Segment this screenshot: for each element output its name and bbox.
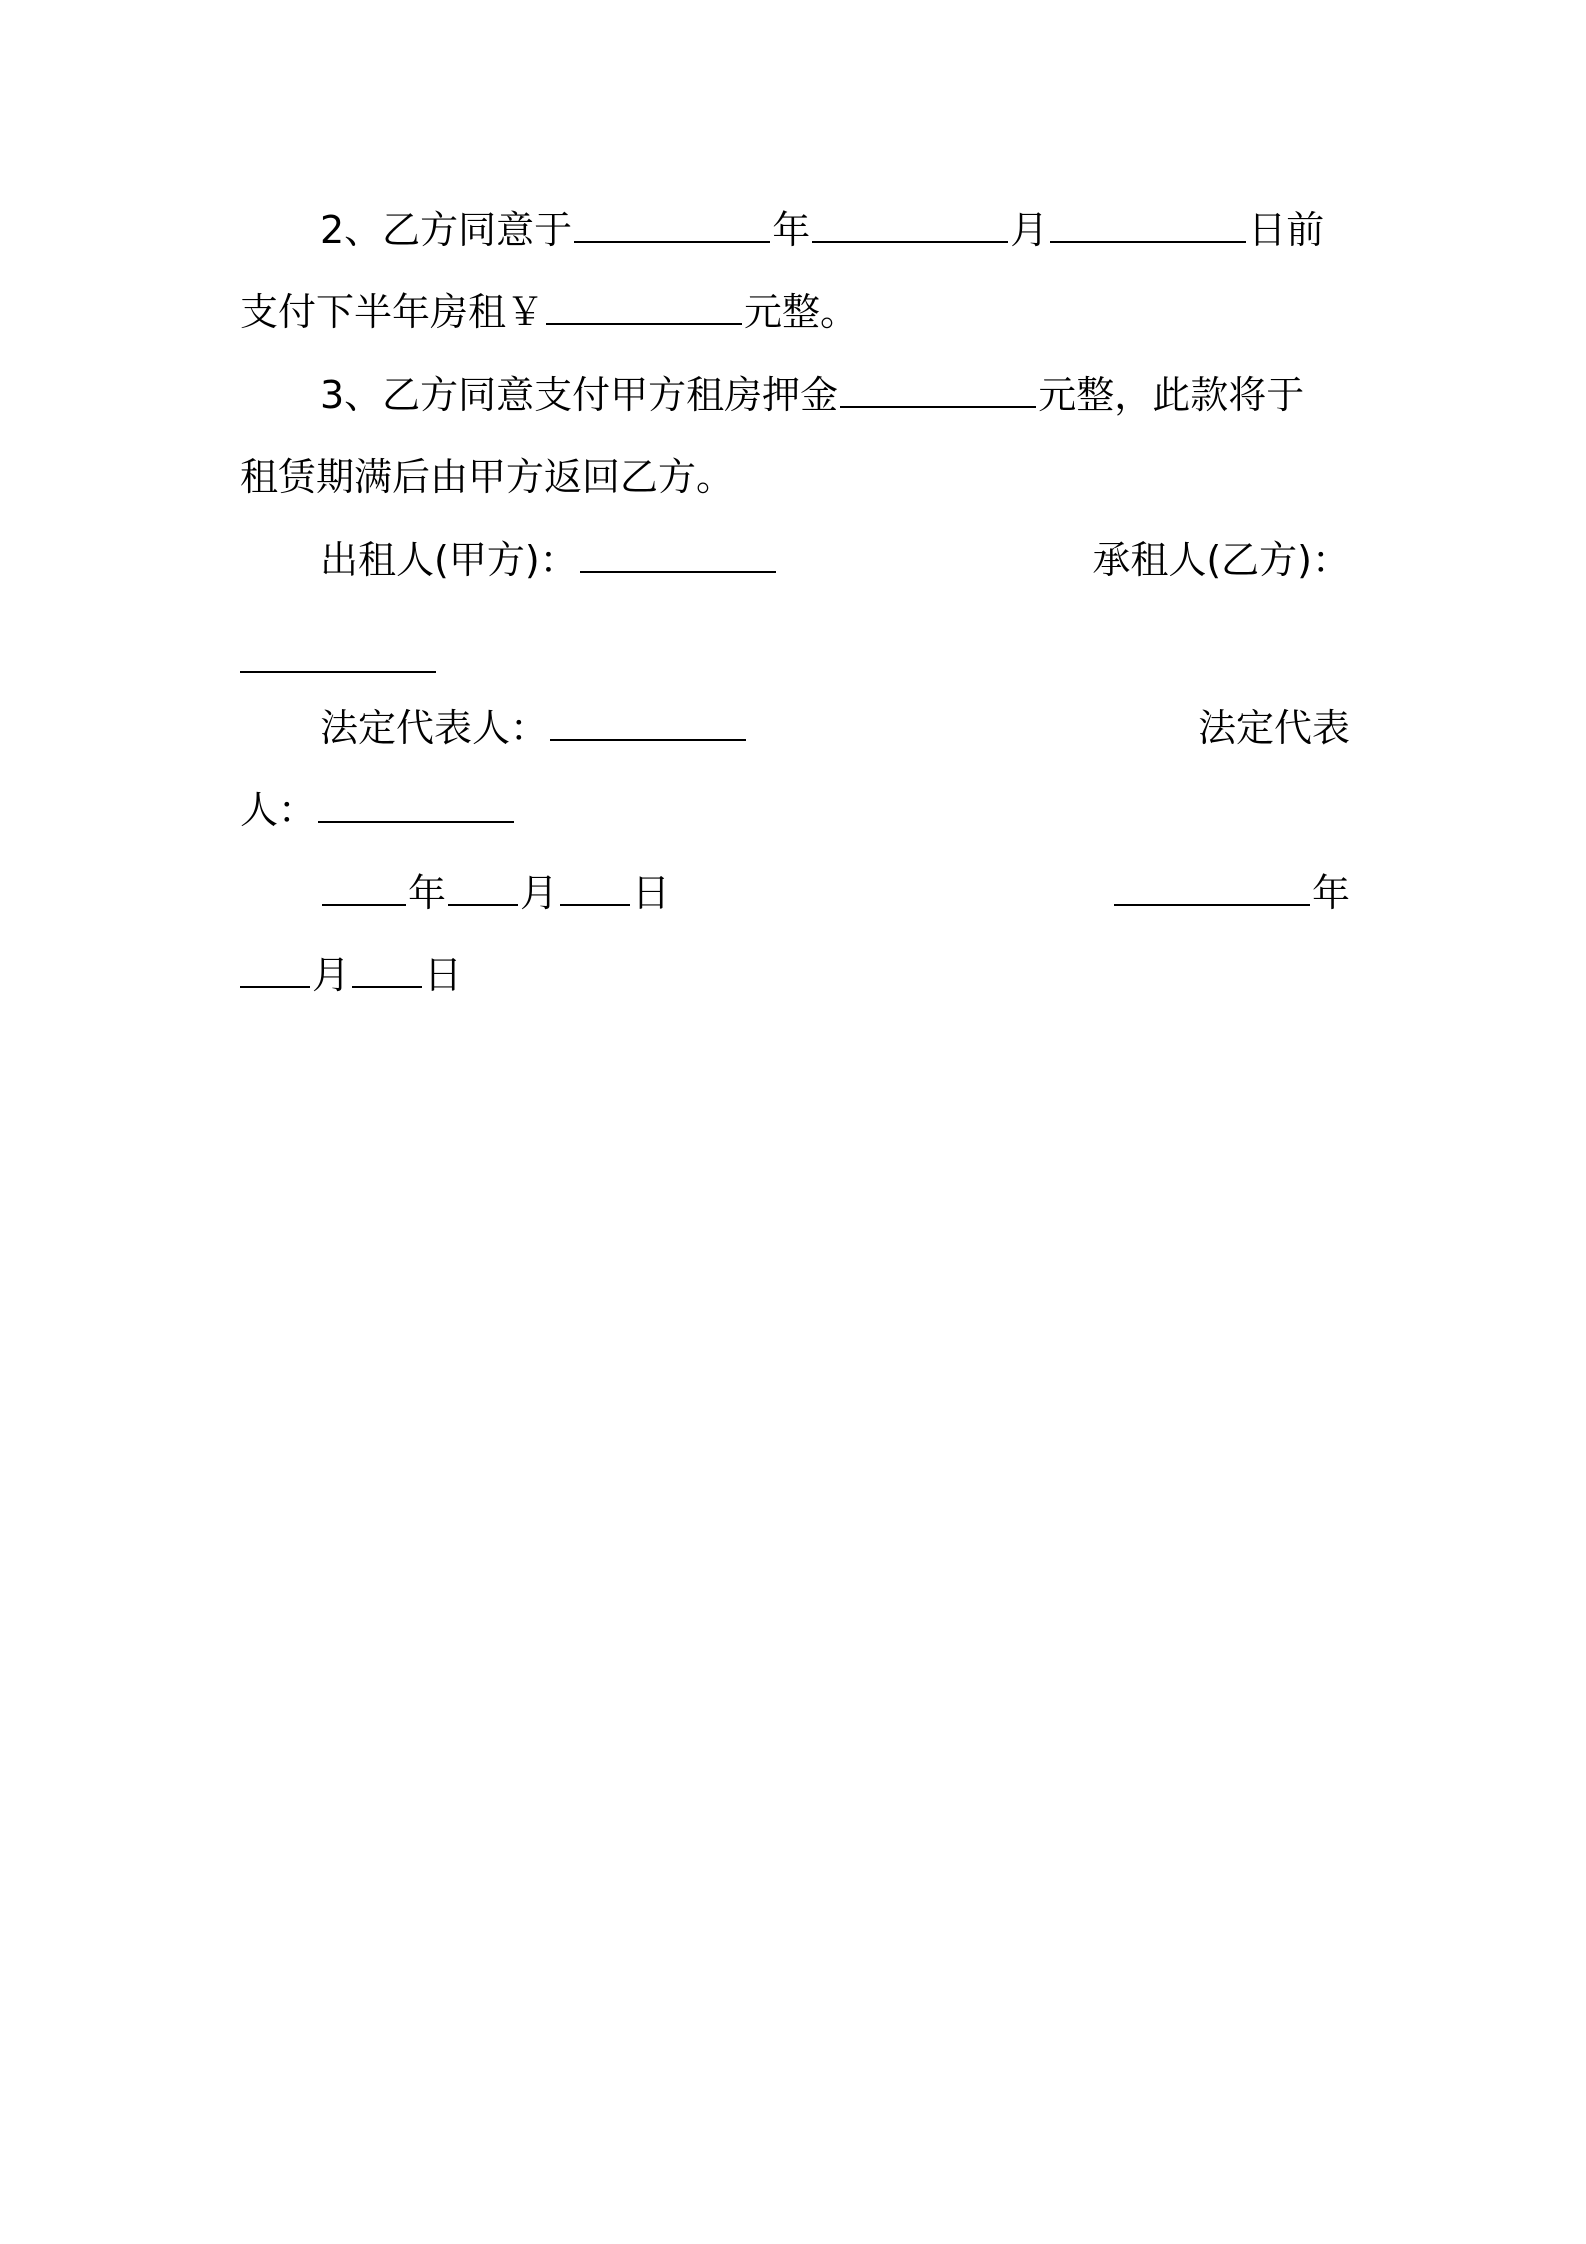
legal-rep-blank	[550, 701, 746, 741]
day-blank	[1050, 203, 1246, 243]
lessee-date-row-2	[240, 945, 1350, 1005]
lessee-year-label: 年	[1311, 871, 1350, 915]
clause-2-text: 2、乙方同意于	[320, 208, 573, 252]
lessor-month-blank	[448, 866, 518, 906]
legal-rep-group	[320, 698, 748, 758]
legal-rep-label: 法定代表人：	[320, 706, 549, 750]
signature-parties-row	[240, 530, 1350, 590]
lessee-blank	[240, 633, 436, 673]
rent-text: 支付下半年房租￥	[240, 290, 545, 334]
month-blank	[812, 203, 1008, 243]
legal-rep2-blank	[318, 783, 514, 823]
rent-suffix: 元整。	[744, 290, 859, 334]
lessee-year-blank	[1114, 866, 1310, 906]
lessor-blank	[580, 533, 776, 573]
lessor-label: 出租人(甲方)：	[320, 538, 578, 582]
lessor-date	[320, 863, 670, 923]
clause-3-suffix: 元整，此款将于	[1038, 373, 1305, 417]
day-before-label: 日前	[1248, 208, 1325, 252]
legal-rep-row	[240, 698, 1350, 758]
clause-2-line-1	[240, 200, 1350, 260]
clause-3-end: 租赁期满后由甲方返回乙方。	[240, 455, 735, 499]
rent-amount-blank	[546, 285, 742, 325]
year-label: 年	[772, 208, 811, 252]
lessee-month-label: 月	[312, 953, 351, 997]
lessee-day-blank	[352, 948, 422, 988]
clause-3-text: 3、乙方同意支付甲方租房押金	[320, 373, 839, 417]
lessor-year-label: 年	[408, 871, 447, 915]
clause-2-line-2	[240, 282, 1350, 342]
clause-3-line-2	[240, 447, 1350, 507]
lessor-day-label: 日	[632, 871, 671, 915]
lessee-date-part1	[1112, 863, 1350, 923]
lessor-year-blank	[322, 866, 406, 906]
year-blank	[574, 203, 770, 243]
lessee-month-blank	[240, 948, 310, 988]
lessee-blank-row	[240, 630, 1350, 690]
lessor-group	[320, 530, 778, 590]
lessor-month-label: 月	[520, 871, 559, 915]
legal-rep2-label-part2: 人：	[240, 788, 317, 832]
date-row	[240, 863, 1350, 923]
legal-rep2-label-part1: 法定代表	[1197, 706, 1350, 750]
lessee-label: 承租人(乙方)：	[1092, 538, 1350, 582]
lessee-day-label: 日	[424, 953, 463, 997]
lessor-day-blank	[560, 866, 630, 906]
deposit-blank	[840, 368, 1036, 408]
month-label: 月	[1010, 208, 1049, 252]
clause-3-line-1	[240, 365, 1350, 425]
legal-rep2-row	[240, 780, 1350, 840]
